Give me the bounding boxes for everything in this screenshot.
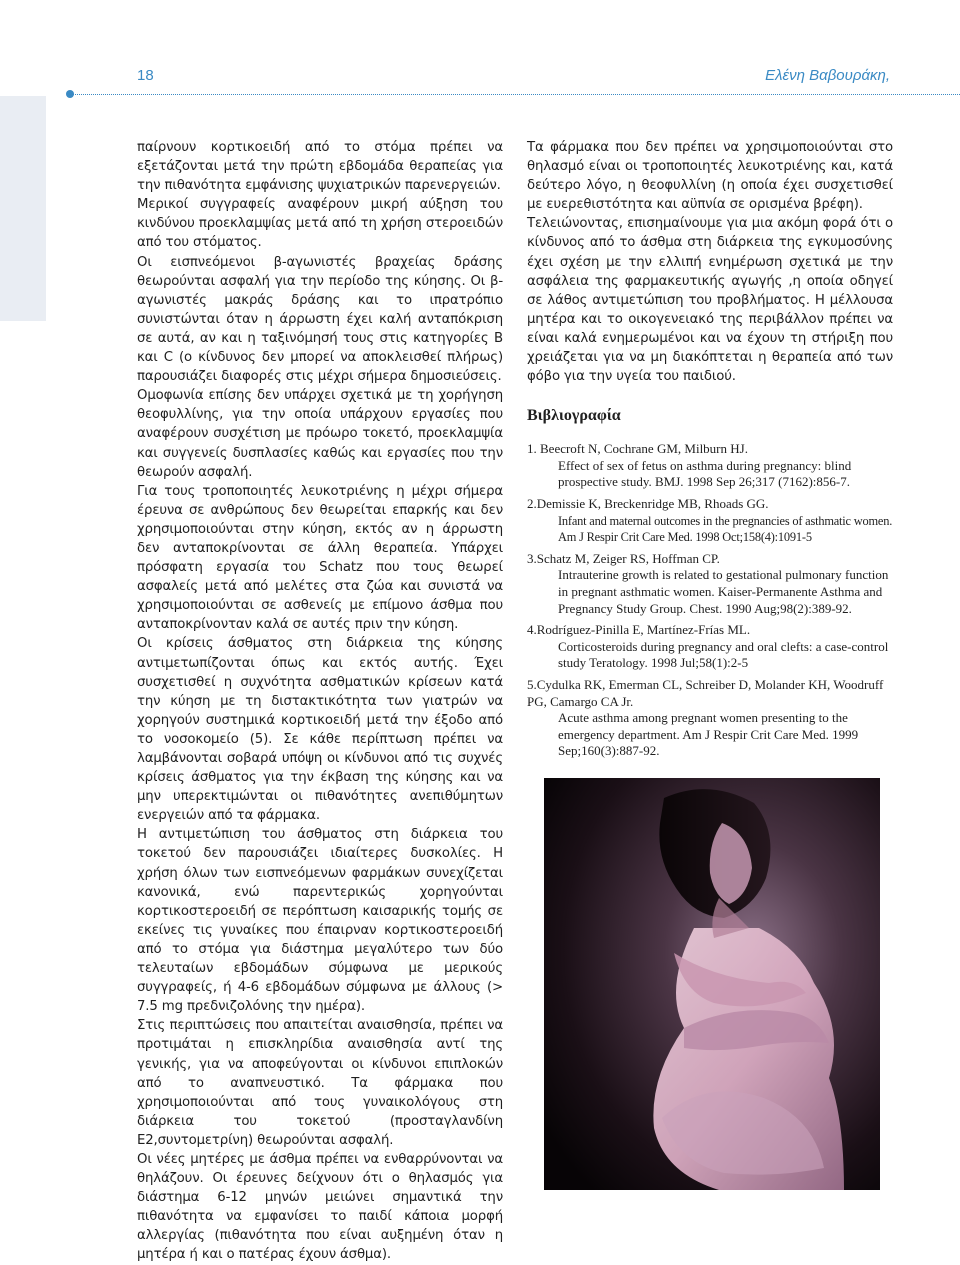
reference-details: Infant and maternal outcomes in the pregnancies of asthmatic women. Am J Respir Crit Care Med. 1998 Oct;158(4):1091-5 [558,513,893,545]
reference-details: Acute asthma among pregnant women presenting to the emergency department. Am J Respir Crit Care Med. 1999 Sep;160(3):887-92. [558,710,859,759]
reference-item [527,551,893,617]
paragraph: Τελειώνοντας, επισημαίνουμε για μια ακόμη φορά ότι ο κίνδυνος από το άσθμα στη διάρκεια της εγκυμοσύνης έχει σχέση με την ελλιπή ενημέρωση σχετικά με την ασφάλεια της φαρμακευτικής αγωγής ,η οποία οδηγεί σε λάθος αντιμετώπιση του προβλήματος. Η μέλλουσα μητέρα και το οικογενειακό της περιβάλλον πρέπει να είναι καλά ενημερωμένοι και να έχουν τη στήριξη που χρειάζεται για να μη διακόπτεται η θεραπεία από των φόβο για την υγεία του παιδιού. [527,216,893,385]
left-column [137,138,503,1265]
right-column [527,138,893,765]
reference-list [527,441,893,760]
reference-authors: 1. Beecroft N, Cochrane GM, Milburn HJ. [527,441,748,457]
photo-illustration [544,778,880,1190]
paragraph: Η αντιμετώπιση του άσθματος στη διάρκεια του τοκετού δεν παρουσιάζει ιδιαίτερες δυσκολίες. Η χρήση όλων των εισπνεόμενων φαρμάκων συνεχίζεται κανονικά, ενώ παρεντερικώς χορηγούνται κορτικοστεροειδή σε περόπτωση καισαρικής τομής σε εκείνες τις γυναίκες που έπαιρναν κορτικοστεροειδή από το στόμα για διάστημα μεγαλύτερο των δύο τελευταίων εβδομάδων σύμφωνα με μερικούς συγγραφείς, ή 4-6 εβδομάδων σύμφωνα με άλλους (> 7.5 mg πρεδνιζολόνης την ημέρα). [137,827,503,1015]
reference-details: Effect of sex of fetus on asthma during pregnancy: blind prospective study. BMJ. 1998 Sep 26;317 (7162):856-7. [558,457,852,490]
reference-item [527,622,893,672]
reference-item [527,441,893,491]
paragraph: Για τους τροποποιητές λευκοτριένης η μέχρι σήμερα έρευνα σε ανθρώπους δεν θεωρείται επαρκής και δεν χρησιμοποιούνται στην κύηση, εκτός αν η άρρωστη δεν ανταποκρίνονται σε άλλη θεραπεία. Υπάρχει πρόσφατη εργασία του Schatz που τους θεωρεί ασφαλείς μετά από μελέτες στα ζώα και συνιστά να χρησιμοποιούνται σε ασθενείς με επίμονο άσθμα που ανταποκρίνονταν καλά σε αυτές πριν την κύηση. [137,483,503,633]
paragraph: Τα φάρμακα που δεν πρέπει να χρησιμοποιούνται στο θηλασμό είναι οι τροποποιητές λευκοτριένης και, κατά δεύτερο λόγο, η θεοφυλλίνη (η οποία έχει συσχετισθεί με ευερεθιστότητα και αϋπνία σε ορισμένα βρέφη). [527,140,893,213]
reference-item [527,677,893,760]
paragraph: Οι κρίσεις άσθματος στη διάρκεια της κύησης αντιμετωπίζονται όπως και εκτός αυτής. Έχει συσχετισθεί η συχνότητα ασθματικών κρίσεων κατά την κύηση με τη διστακτικότητα των γιατρών να χορηγούν συστημικά κορτικοειδή μετά την έξοδο από το νοσοκομείο (5). Σε κάθε περίπτωση πρέπει να λαμβάνονται σοβαρά υπόψη οι κίνδυνοι από τις συχνές κρίσεις άσθματος για την έκβαση της κύησης και να μην υπερεκτιμώνται οι πιθανότητες ανεπιθύμητων ενεργειών από τα φάρμακα. [137,636,503,824]
reference-authors: 5.Cydulka RK, Emerman CL, Schreiber D, Molander KH, Woodruff PG, Camargo CA Jr. [527,676,884,709]
paragraph: Μερικοί συγγραφείς αναφέρουν μικρή αύξηση του κινδύνου προεκλαμψίας μετά από τη χρήση στεροειδών από του στόματος. [137,197,503,251]
bibliography-heading: Βιβλιογραφία [527,407,621,425]
reference-details: Intrauterine growth is related to gestational pulmonary function in pregnant asthmatic women. Kaiser-Permanente Asthma and Pregnancy Study Group. Chest. 1990 Aug;98(2):389-92. [558,567,889,616]
header-rule [70,94,960,95]
side-band [0,96,46,321]
paragraph: Ομοφωνία επίσης δεν υπάρχει σχετικά με τη χορήγηση θεοφυλλίνης, για την οποία υπάρχουν εργασίες που αναφέρουν συσχέτιση με πρόωρο τοκετό, προεκλαμψία και συγγενείς δυσπλασίες καθώς και εργασίες που την θεωρούν ασφαλή. [137,388,503,480]
reference-authors: 4.Rodríguez-Pinilla E, Martínez-Frías ML. [527,622,751,638]
page-number: 18 [137,67,154,84]
reference-item [527,496,893,546]
reference-authors: 3.Schatz M, Zeiger RS, Hoffman CP. [527,550,720,566]
paragraph: Οι νέες μητέρες με άσθμα πρέπει να ενθαρρύνονται να θηλάζουν. Οι έρευνες δείχνουν ότι ο θηλασμός για διάστημα 6-12 μηνών μειώνει σημαντικά την πιθανότητα να εμφανίσει το παιδί κάποια μορφή αλλεργίας (πιθανότητα που είναι αυξημένη όταν η μητέρα ή και ο πατέρας έχουν άσθμα). [137,1151,503,1263]
reference-details: Corticosteroids during pregnancy and oral clefts: a case-control study Teratology. 1998 Jul;58(1):2-5 [558,638,889,671]
paragraph: παίρνουν κορτικοειδή από το στόμα πρέπει να εξετάζονται μετά την πρώτη εβδομάδα θεραπείας για την πιθανότητα εμφάνισης ψυχιατρικών παρενεργειών. [137,140,503,194]
page-header [0,0,960,96]
running-author: Ελένη Βαβουράκη, [765,67,890,84]
pregnant-woman-photo [544,778,880,1190]
reference-authors: 2.Demissie K, Breckenridge MB, Rhoads GG. [527,496,769,511]
paragraph: Οι εισπνεόμενοι β-αγωνιστές βραχείας δράσης θεωρούνται ασφαλή για την περίοδο της κύησης. Οι β-αγωνιστές μακράς δράσης και το ιπρατρόπιο συνιστώνται όταν η άρρωστη έχει καλή ανταπόκριση σε αυτά, αν και η ταξινόμησή τους στις κατηγορίες Β και C (ο κίνδυνος δεν μπορεί να αποκλεισθεί πλήρως) παρουσιάζει διαφορές στις μέχρι σήμερα δημοσιεύσεις. [137,254,503,385]
paragraph: Στις περιπτώσεις που απαιτείται αναισθησία, πρέπει να προτιμάται η επισκληρίδια αναισθησία αντί της γενικής, για να αποφεύγονται οι κίνδυνοι επιπλοκών από το αναπνευστικό. Τα φάρμακα που χρησιμοποιούνται από τους γυναικολόγους στη διάρκεια του τοκετού (προσταγλανδίνη Ε2,συντομετρίνη) θεωρούνται ασφαλή. [137,1018,503,1148]
